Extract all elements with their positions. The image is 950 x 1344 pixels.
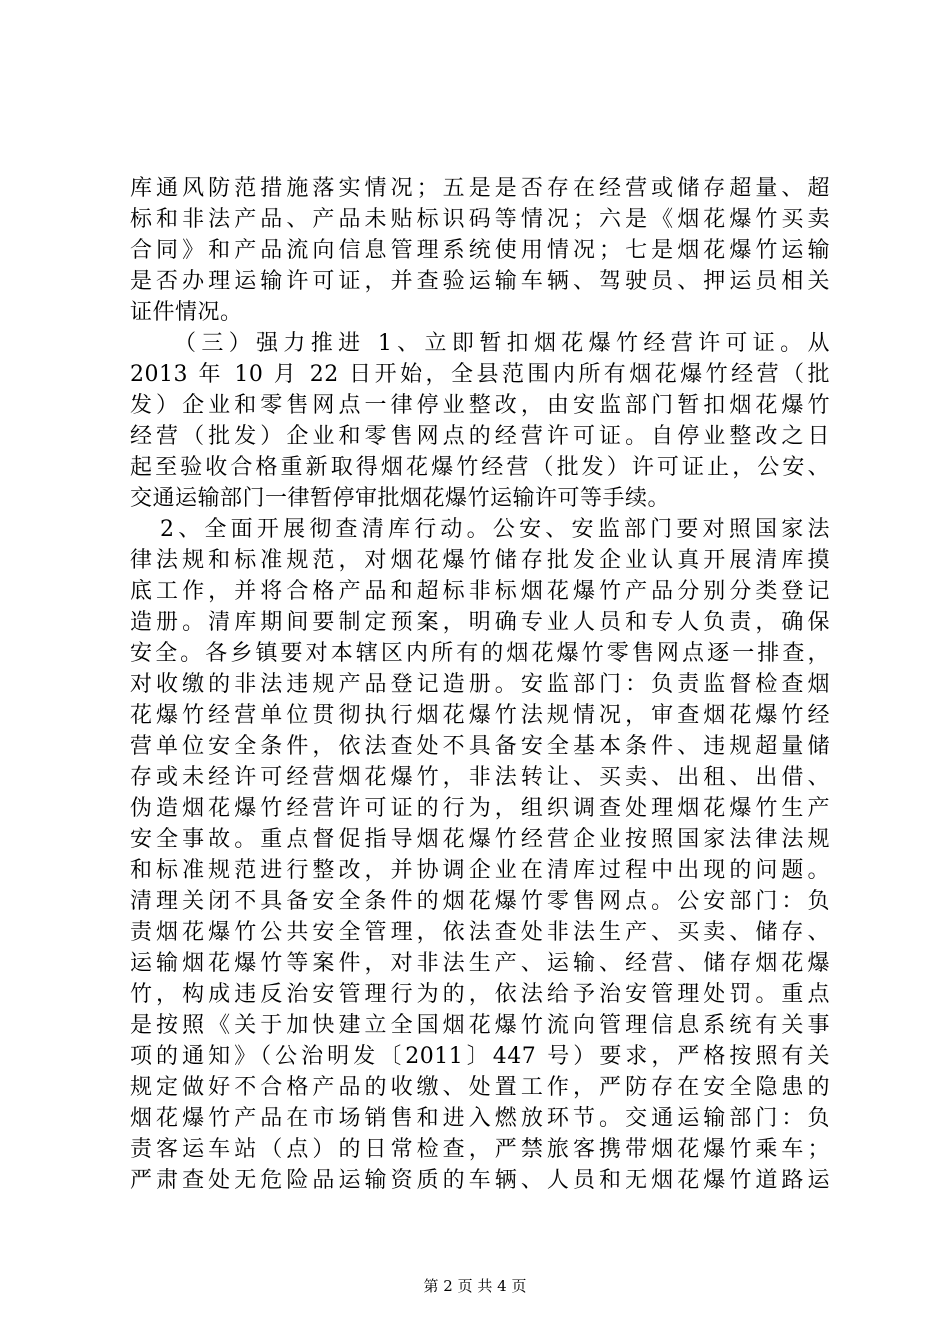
text-line: 伪造烟花爆竹经营许可证的行为，组织调查处理烟花爆竹生产: [130, 796, 830, 821]
text-line: 竹，构成违反治安管理行为的，依法给予治安管理处罚。重点: [130, 982, 830, 1007]
text-line: 2013 年 10 月 22 日开始，全县范围内所有烟花爆竹经营（批: [130, 362, 830, 387]
text-line: 是按照《关于加快建立全国烟花爆竹流向管理信息系统有关事: [130, 1013, 830, 1038]
text-line: 经营（批发）企业和零售网点的经营许可证。自停业整改之日: [130, 424, 830, 449]
text-line: （三）强力推进 1、立即暂扣烟花爆竹经营许可证。从: [174, 331, 830, 356]
text-line: 2、全面开展彻查清库行动。公安、安监部门要对照国家法: [160, 517, 830, 542]
text-line: 合同》和产品流向信息管理系统使用情况；七是烟花爆竹运输: [130, 238, 830, 263]
text-line: 责客运车站（点）的日常检查，严禁旅客携带烟花爆竹乘车；: [130, 1137, 830, 1162]
text-line: 律法规和标准规范，对烟花爆竹储存批发企业认真开展清库摸: [130, 548, 830, 573]
page-footer: 第 2 页 共 4 页: [423, 1277, 527, 1295]
text-line: 项的通知》（公治明发〔2011〕447 号）要求，严格按照有关: [130, 1044, 830, 1069]
text-line: 交通运输部门一律暂停审批烟花爆竹运输许可等手续。: [130, 486, 671, 511]
text-line: 安全。各乡镇要对本辖区内所有的烟花爆竹零售网点逐一排查，: [130, 641, 830, 666]
document-body: [130, 173, 830, 1196]
text-line: 库通风防范措施落实情况；五是是否存在经营或储存超量、超: [130, 176, 830, 201]
text-line: 起至验收合格重新取得烟花爆竹经营（批发）许可证止，公安、: [130, 455, 830, 480]
text-line: 烟花爆竹产品在市场销售和进入燃放环节。交通运输部门：负: [130, 1106, 830, 1131]
text-line: 造册。清库期间要制定预案，明确专业人员和专人负责，确保: [130, 610, 830, 635]
text-line: 严肃查处无危险品运输资质的车辆、人员和无烟花爆竹道路运: [130, 1168, 830, 1193]
text-line: 规定做好不合格产品的收缴、处置工作，严防存在安全隐患的: [130, 1075, 830, 1100]
text-line: 证件情况。: [130, 300, 243, 325]
text-line: 运输烟花爆竹等案件，对非法生产、运输、经营、储存烟花爆: [130, 951, 830, 976]
text-line: 清理关闭不具备安全条件的烟花爆竹零售网点。公安部门：负: [130, 889, 830, 914]
text-line: 发）企业和零售网点一律停业整改，由安监部门暂扣烟花爆竹: [130, 393, 830, 418]
text-line: 和标准规范进行整改，并协调企业在清库过程中出现的问题。: [130, 858, 830, 883]
text-line: 责烟花爆竹公共安全管理，依法查处非法生产、买卖、储存、: [130, 920, 830, 945]
text-line: 存或未经许可经营烟花爆竹，非法转让、买卖、出租、出借、: [130, 765, 830, 790]
text-line: 花爆竹经营单位贯彻执行烟花爆竹法规情况，审查烟花爆竹经: [130, 703, 830, 728]
text-line: 安全事故。重点督促指导烟花爆竹经营企业按照国家法律法规: [130, 827, 830, 852]
text-line: 营单位安全条件，依法查处不具备安全基本条件、违规超量储: [130, 734, 830, 759]
text-line: 是否办理运输许可证，并查验运输车辆、驾驶员、押运员相关: [130, 269, 830, 294]
text-line: 底工作，并将合格产品和超标非标烟花爆竹产品分别分类登记: [130, 579, 830, 604]
text-line: 标和非法产品、产品未贴标识码等情况；六是《烟花爆竹买卖: [130, 207, 830, 232]
text-line: 对收缴的非法违规产品登记造册。安监部门：负责监督检查烟: [130, 672, 830, 697]
